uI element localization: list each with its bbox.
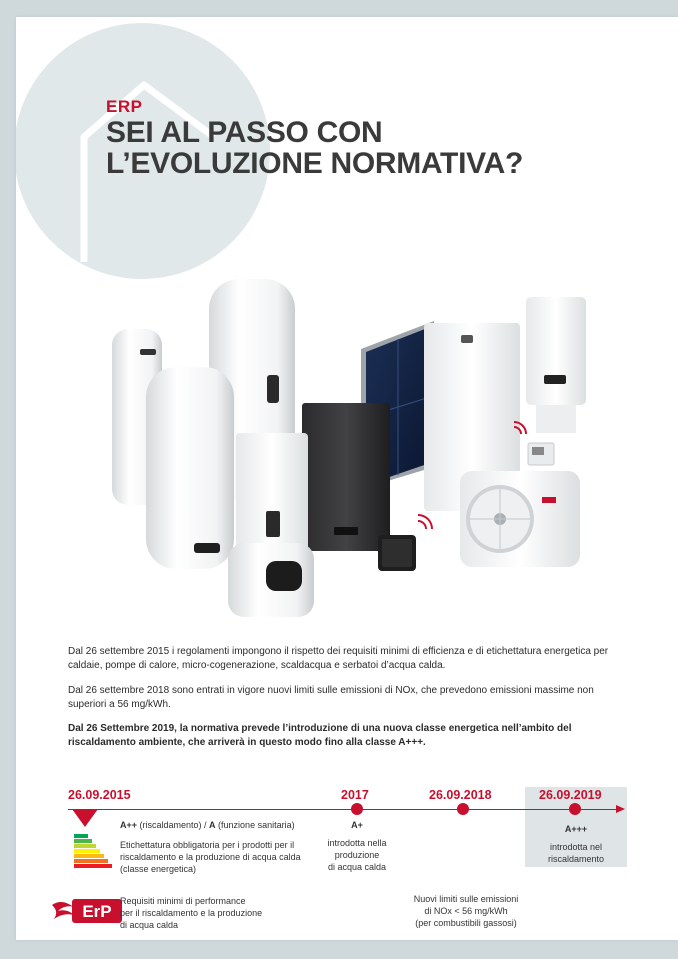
intro-paragraph-2019: Dal 26 Settembre 2019, la normativa prevede l’introduzione di una nuova classe energetica nell’ambito del riscaldamento ambiente, che arriverà in questo modo fino alla classe A+++. [68,723,572,748]
intro-paragraph-2015: Dal 26 settembre 2015 i regolamenti impongono il rispetto dei requisiti minimi di efficienza e di etichettatura energetica per caldaie, pompe di calore, micro-cogenerazione, scaldacqua e serbatoi d’acqua calda. [68,646,609,671]
energy-label-icon [74,834,124,872]
timeline-classes-2015: A++ (riscaldamento) / A (funzione sanitaria) [120,820,295,830]
erp-logo-icon [50,895,130,929]
timeline-date-2015: 26.09.2015 [68,788,131,802]
timeline-marker-2015 [72,809,98,827]
class-a-plus-plus: A++ [120,820,138,830]
regulation-timeline [16,767,678,940]
title-line-1: SEI AL PASSO CON [106,116,383,149]
timeline-arrow-icon [616,805,625,813]
brochure-page [16,17,678,940]
products-image [16,257,678,637]
erp-note: Requisiti minimi di performance per il riscaldamento e la produzione di acqua calda [120,896,263,930]
class-a: A [209,820,216,830]
timeline-dot-2018 [457,803,469,815]
timeline-date-2017: 2017 [341,788,369,802]
timeline-date-2019: 26.09.2019 [539,788,602,802]
title-line-2: L’EVOLUZIONE NORMATIVA? [106,147,523,180]
timeline-label-2017: A+ introdotta nella produzione di acqua calda [327,820,387,872]
nox-note: Nuovi limiti sulle emissioni di NOx < 56 mg/kWh (per combustibili gassosi) [413,894,519,928]
intro-paragraph-2018: Dal 26 settembre 2018 sono entrati in vigore nuovi limiti sulle emissioni di NOx, che prevedono emissioni massime non superiori a 56 mg/kWh. [68,685,594,710]
timeline-line [68,809,623,810]
timeline-date-2018: 26.09.2018 [429,788,492,802]
timeline-label-2015: Etichettatura obbligatoria per i prodotti per il riscaldamento e la produzione di acqua calda (classe energetica) [120,840,301,874]
svg-text:ErP: ErP [82,902,112,921]
erp-tag: ERP [106,97,143,116]
timeline-dot-2019 [569,803,581,815]
timeline-label-2019: A+++ introdotta nel riscaldamento [547,824,605,864]
page-title [106,117,523,179]
timeline-dot-2017 [351,803,363,815]
